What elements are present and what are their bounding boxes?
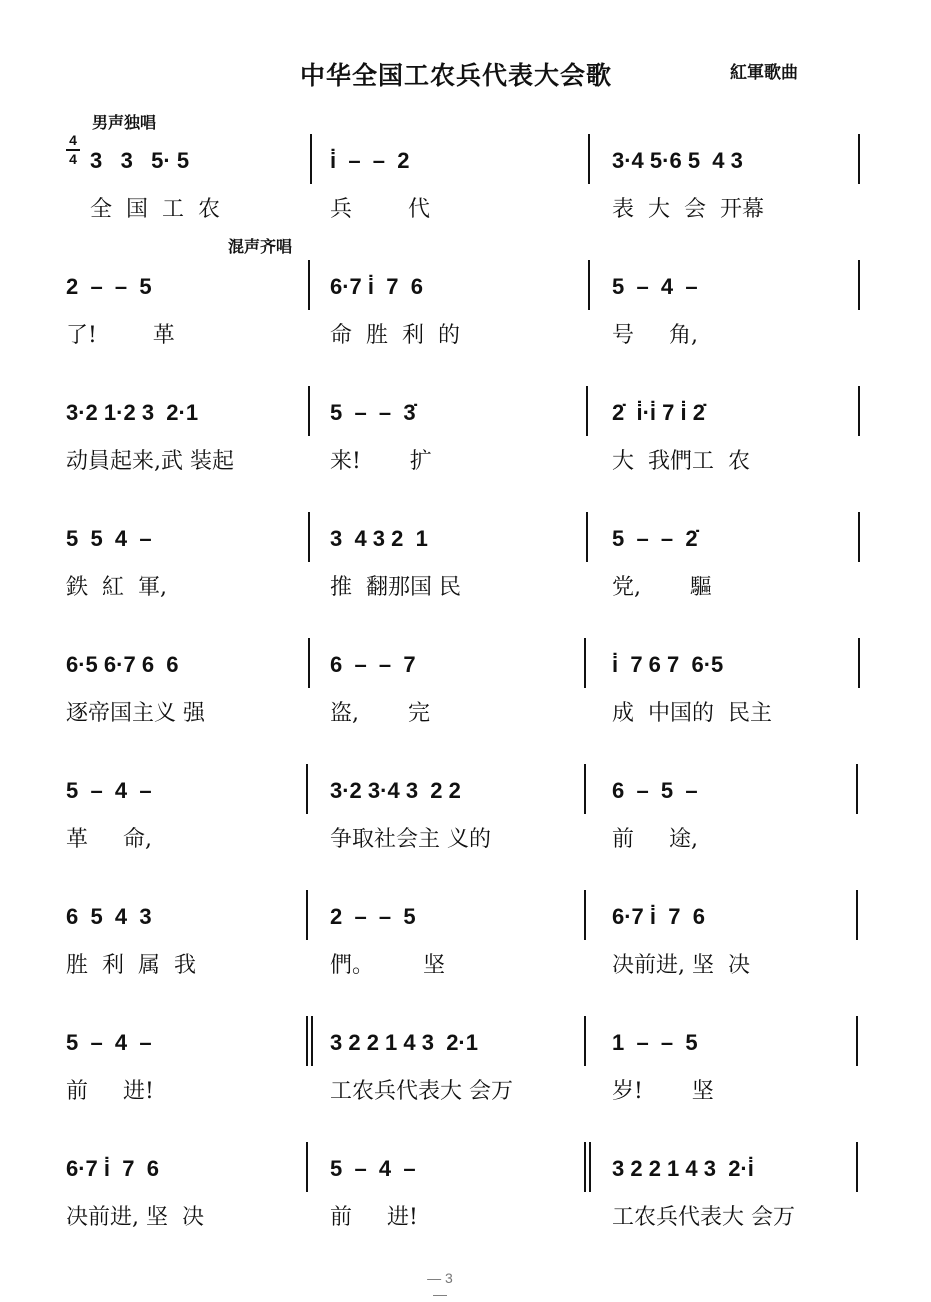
time-signature-numerator: 4	[69, 132, 77, 148]
measure-notes: 6·7 i̇ 7 6	[66, 1156, 159, 1181]
song-title: 中华全国工农兵代表大会歌	[300, 61, 613, 90]
measure-lyrics: 表 大 会 开幕	[612, 197, 764, 222]
system-5	[0, 652, 931, 726]
measure-notes: 5 – – 3̇	[330, 400, 416, 425]
system-3	[0, 400, 931, 474]
barline	[584, 638, 586, 688]
measure-lyrics: 号 角,	[612, 323, 698, 348]
measure-notes: 6·7 i̇ 7 6	[612, 904, 705, 929]
measure-notes: 3 2 2 1 4 3 2·1	[330, 1030, 478, 1055]
time-signature-denominator: 4	[69, 151, 77, 167]
measure-lyrics: 鉄 紅 軍,	[66, 575, 167, 600]
measure-notes: i̇ – – 2	[330, 148, 410, 173]
measure-notes: 3·2 1·2 3 2·1	[66, 400, 199, 425]
measure-lyrics: 了! 革	[66, 323, 175, 348]
system-6	[0, 778, 931, 852]
barline	[586, 512, 588, 562]
measure-notes: 3 3 5· 5	[90, 148, 190, 173]
measure-lyrics: 前 途,	[612, 827, 698, 852]
measure-lyrics: 岁! 坚	[612, 1079, 714, 1104]
barline	[856, 890, 858, 940]
measure-notes: 6·5 6·7 6 6	[66, 652, 179, 677]
barline	[858, 512, 860, 562]
system-1	[0, 148, 931, 222]
measure-lyrics: 决前进, 坚 决	[612, 953, 750, 978]
measure-notes: 2 – – 5	[66, 274, 152, 299]
measure-lyrics: 前 进!	[330, 1205, 418, 1230]
barline	[306, 1142, 308, 1192]
barline	[306, 764, 308, 814]
barline	[308, 260, 310, 310]
measure-lyrics: 成 中国的 民主	[612, 701, 772, 726]
measure-lyrics: 党, 驅	[612, 575, 712, 600]
measure-lyrics: 大 我們工 农	[612, 449, 750, 474]
measure-lyrics: 全 国 工 农	[90, 197, 220, 222]
measure-lyrics: 命 胜 利 的	[330, 323, 460, 348]
barline	[588, 134, 590, 184]
measure-notes: 5 – – 2̇	[612, 526, 698, 551]
measure-notes: 5 – 4 –	[66, 778, 152, 803]
barline	[856, 764, 858, 814]
measure-notes: 6·7 i̇ 7 6	[330, 274, 423, 299]
measure-lyrics: 动員起来,武 装起	[66, 449, 234, 474]
barline	[586, 386, 588, 436]
measure-lyrics: 决前进, 坚 决	[66, 1205, 204, 1230]
measure-notes: 5 – 4 –	[330, 1156, 416, 1181]
measure-notes: 1 – – 5	[612, 1030, 698, 1055]
measure-notes: i̇ 7 6 7 6·5	[612, 652, 724, 677]
page-number: — 3 —	[427, 1270, 453, 1302]
measure-lyrics: 来! 扩	[330, 449, 432, 474]
barline	[856, 1016, 858, 1066]
measure-lyrics: 胜 利 属 我	[66, 953, 196, 978]
barline	[584, 890, 586, 940]
measure-notes: 2 – – 5	[330, 904, 416, 929]
system-9	[0, 1156, 931, 1230]
measure-notes: 6 – 5 –	[612, 778, 698, 803]
barline	[858, 260, 860, 310]
barline	[584, 1016, 586, 1066]
barline	[308, 386, 310, 436]
measure-notes: 6 5 4 3	[66, 904, 152, 929]
measure-notes: 5 – 4 –	[66, 1030, 152, 1055]
barline	[584, 1142, 591, 1192]
system-8	[0, 1030, 931, 1104]
barline	[584, 764, 586, 814]
barline	[308, 638, 310, 688]
measure-lyrics: 兵 代	[330, 197, 430, 222]
measure-notes: 2̇ i̇·i̇ 7 i̇ 2̇	[612, 400, 705, 425]
barline	[308, 512, 310, 562]
performance-direction-chorus: 混声齐唱	[228, 237, 293, 256]
barline	[858, 638, 860, 688]
barline	[858, 386, 860, 436]
measure-lyrics: 逐帝国主义 强	[66, 701, 205, 726]
barline	[588, 260, 590, 310]
barline	[306, 1016, 313, 1066]
barline	[858, 134, 860, 184]
measure-notes: 5 5 4 –	[66, 526, 152, 551]
measure-notes: 5 – 4 –	[612, 274, 698, 299]
measure-lyrics: 工农兵代表大 会万	[612, 1205, 795, 1230]
measure-lyrics: 們。 坚	[330, 953, 445, 978]
measure-lyrics: 前 进!	[66, 1079, 154, 1104]
barline	[306, 890, 308, 940]
barline	[310, 134, 312, 184]
barline	[856, 1142, 858, 1192]
measure-notes: 3 4 3 2 1	[330, 526, 428, 551]
measure-notes: 3 2 2 1 4 3 2·i̇	[612, 1156, 754, 1181]
song-attribution: 紅軍歌曲	[730, 63, 798, 83]
measure-notes: 6 – – 7	[330, 652, 416, 677]
measure-lyrics: 革 命,	[66, 827, 152, 852]
measure-lyrics: 争取社会主 义的	[330, 827, 491, 852]
system-4	[0, 526, 931, 600]
measure-lyrics: 盗, 完	[330, 701, 430, 726]
measure-lyrics: 工农兵代表大 会万	[330, 1079, 513, 1104]
system-7	[0, 904, 931, 978]
measure-notes: 3·4 5·6 5 4 3	[612, 148, 743, 173]
measure-notes: 3·2 3·4 3 2 2	[330, 778, 461, 803]
measure-lyrics: 推 翻那国 民	[330, 575, 461, 600]
performance-direction-solo: 男声独唱	[92, 113, 157, 132]
system-2	[0, 274, 931, 348]
